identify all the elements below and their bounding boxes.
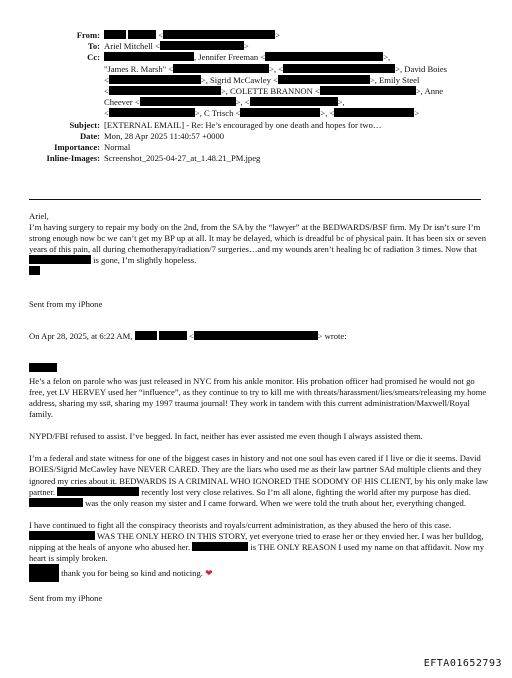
cc-line: [104, 75, 488, 86]
cc-text: Cheever <: [104, 97, 140, 108]
date-value: Mon, 28 Apr 2025 11:40:57 +0000: [104, 130, 225, 141]
cc-text: >,: [383, 52, 391, 63]
cc-text: >, <: [269, 63, 284, 74]
cc-text: >: [414, 108, 420, 119]
quoted-paragraph-3: I’m a federal and state witness for one of the biggest cases in history and not one soul has even cared if I live or die it seems. David BOIES/Sigrid McCawley have NEVER CARED. They are the liars who used me as their law partner SAd multiple clients and they ignored my cries about it. BEDWARDS IS A CRIMINAL WHO IGNORED THE SODOMY OF HIS CLIENT, by his only make law partner. recently lost very close relatives. So I’m all alone, fighting the world after my purpose has died. was the only reason my sister and I came forward. When we were told the truth about her, everything changed.: [29, 453, 489, 508]
redaction-box: [159, 331, 187, 340]
inline-images-value[interactable]: Screenshot_2025-04-27_at_1.48.21_PM.jpeg: [104, 153, 261, 164]
quoted-paragraph-5: thank you for being so kind and noticing. ❤: [29, 564, 491, 582]
cc-text: >, <: [235, 97, 250, 108]
redaction-box: [29, 363, 57, 372]
paragraph-surgery: I’m having surgery to repair my body on the 2nd, from the SA by the “lawyer” at the BEDWARDS/BSF firm. My Dr isn’t sure I’m strong enough now bc we can’t get my BP up at all. It may be delayed, which is dreadful bc of physical pain. It has been six or seven years of this pain, all during chemotherapy/radiation/7 surgeries…and my wounds aren’t healing bc of radiation 3 times. Now that is gone, I’m slightly hopeless.: [29, 222, 491, 277]
cc-line: [104, 86, 488, 97]
from-row: From: < >: [0, 30, 512, 41]
cc-text: >, C Trisch <: [194, 108, 241, 119]
cc-list: [104, 52, 488, 119]
importance-value: Normal: [104, 142, 131, 153]
cc-text: >, Sigrid McCawley <: [200, 74, 278, 85]
cc-label: Cc:: [87, 52, 100, 63]
redaction-box: [109, 86, 221, 95]
redaction-box: [140, 97, 236, 106]
redaction-box: [29, 266, 40, 275]
greeting: Ariel,: [29, 211, 49, 221]
heart-icon: ❤: [205, 569, 213, 580]
cc-text: >, <: [320, 108, 335, 119]
email-body: [29, 211, 491, 604]
redaction-box: [29, 531, 95, 540]
cc-text: <: [104, 86, 109, 97]
quoted-header: On Apr 28, 2025, at 6:22 AM, < > wrote:: [29, 330, 347, 341]
redaction-box: [104, 52, 194, 61]
inline-images-row: [0, 153, 512, 164]
redaction-box: [163, 30, 275, 39]
cc-text: "James R. Marsh" <: [104, 63, 174, 74]
redaction-box: [29, 564, 59, 582]
to-row: To: Ariel Mitchell < >: [0, 41, 512, 52]
to-label: To:: [87, 41, 100, 52]
subject-row: [0, 120, 512, 131]
redaction-box: [265, 52, 383, 61]
cc-text: , Jennifer Freeman <: [194, 52, 266, 63]
importance-label: Importance:: [54, 142, 100, 153]
date-label: Date:: [79, 130, 100, 141]
cc-text: >, Anne: [415, 86, 444, 97]
from-label: From:: [76, 30, 100, 40]
email-header: [0, 30, 512, 164]
date-row: [0, 131, 512, 142]
redaction-box: [104, 30, 126, 39]
to-name: Ariel Mitchell <: [104, 41, 160, 52]
redaction-box: [334, 108, 414, 117]
redaction-box: [135, 331, 157, 340]
cc-text: >, COLETTE BRANNON <: [220, 86, 320, 97]
subject-value: [EXTERNAL EMAIL] - Re: He’s encouraged by one death and hopes for two…: [104, 119, 382, 130]
quoted-paragraph-2: NYPD/FBI refused to assist. I’ve begged. In fact, neither has ever assisted me even though I always assisted them.: [29, 431, 423, 442]
importance-row: [0, 142, 512, 153]
cc-text: <: [104, 74, 109, 85]
redaction-box: [173, 64, 269, 73]
redaction-box: [194, 331, 318, 340]
quoted-paragraph-4: I have continued to fight all the conspiracy theorists and royals/current administration, as they abused the hero of this case. WAS THE ONLY HERO IN THIS STORY, yet everyone tried to erase her or they envied her. I was her bulldog, nipping at the heals of anyone who abused her. is THE ONLY REASON I used my name on that affidavit. Now my heart is simply broken.: [29, 519, 485, 564]
signature-sent-from-iphone: Sent from my iPhone: [29, 298, 103, 309]
redaction-box: [109, 75, 201, 84]
cc-line: [104, 64, 488, 75]
cc-text: >, David Boies: [395, 63, 448, 74]
cc-text: >,: [337, 97, 345, 108]
redaction-box: [240, 108, 320, 117]
cc-line: [104, 108, 488, 119]
quoted-paragraph-1: He’s a felon on parole who was just released in NYC from his ankle monitor. His probation officer had promised he would not go free, yet LV HERVEY used her “influence”, as they continue to try to kill me with threats/harassment/lies/smears/releasing my home address, sharing my ss#, sharing my 1997 trauma journal! They work in tandem with this current administration/Maxwell/Royal family.: [29, 375, 487, 420]
redaction-box: [29, 255, 91, 264]
redaction-box: [109, 108, 195, 117]
redaction-box: [250, 97, 338, 106]
subject-label: Subject:: [69, 119, 100, 130]
redaction-box: [283, 64, 395, 73]
signature-sent-from-iphone: Sent from my iPhone: [29, 593, 103, 604]
redaction-box: [29, 498, 83, 507]
cc-text: >, Emily Steel: [369, 74, 420, 85]
redaction-box: [320, 86, 416, 95]
redaction-box: [57, 487, 139, 496]
redaction-box: [128, 30, 156, 39]
redaction-box: [192, 542, 248, 551]
redaction-box: [160, 41, 244, 50]
header-divider: [29, 199, 481, 200]
cc-line: [104, 97, 488, 108]
document-id: EFTA01652793: [423, 658, 502, 669]
redaction-box: [278, 75, 370, 84]
cc-line: [104, 52, 488, 63]
cc-row: [0, 52, 512, 119]
inline-images-label: Inline-Images:: [46, 153, 100, 164]
cc-text: <: [104, 108, 109, 119]
